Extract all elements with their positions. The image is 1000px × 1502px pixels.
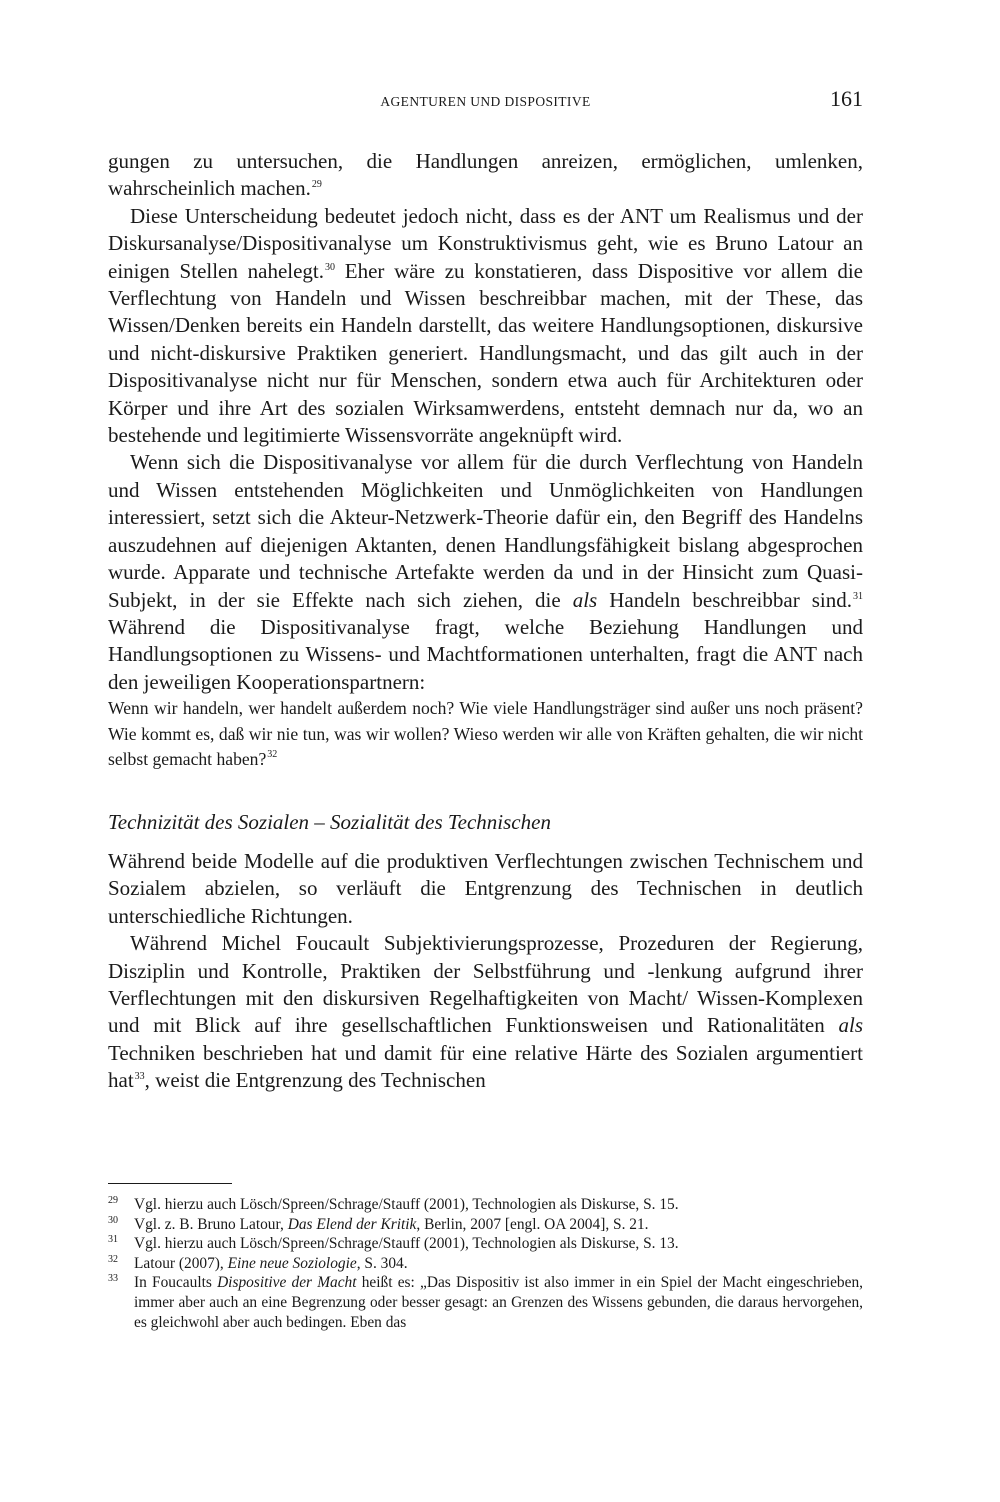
footnote-ref[interactable]: 32	[267, 749, 278, 761]
paragraph-4	[108, 848, 863, 930]
footnote	[108, 1234, 863, 1254]
running-head: AGENTUREN UND DISPOSITIVE	[380, 94, 591, 109]
paragraph-text: Während Michel Foucault Subjektivierungsprozesse, Prozeduren der Regierung, Disziplin und Kontrolle, Praktiken der Selbstführung und -lenkung aufgrund ihrer Verflechtungen mit den diskursiven Regelhaftigkeiten von Macht/ Wissen-Komplexen und mit Blick auf ihre gesellschaftlichen Funktionsweisen und Rationalitäten	[108, 931, 863, 1038]
paragraph-text: Wenn sich die Dispositivanalyse vor allem für die durch Verflechtung von Handeln und Wissen entstehenden Möglichkeiten und Unmöglichkeiten von Handlungen interessiert, setzt sich die Akteur-Netzwerk-Theorie dafür ein, den Begriff des Handelns auszudehnen auf diejenigen Aktanten, denen Handlungsfähigkeit bislang abgesprochen wurde. Apparate und technische Artefakte werden da und in der Hinsicht zum Quasi-Subjekt, in der sie Effekte nach sich ziehen, die	[108, 450, 863, 612]
footnote-italic: Dispositive der Macht	[217, 1274, 357, 1292]
footnote-ref[interactable]: 29	[311, 179, 322, 191]
paragraph-1	[108, 148, 863, 203]
paragraph-2	[108, 203, 863, 450]
paragraph-text: Eher wäre zu konstatieren, dass Dispositive vor allem die Verflechtung von Handeln und Wissen beschreibbar machen, mit der These, das Wissen/Denken bereits ein Handeln darstellt, das weitere Handlungsoptionen, diskursive und nicht-diskursive Praktiken generiert. Handlungsmacht, und das gilt auch in der Dispositivanalyse nicht nur für Menschen, sondern etwa auch für Architekturen oder Körper und ihre Art des sozialen Wirksamwerdens, entsteht demnach nur da, wo an bestehende und legitimierte Wissensvorräte angeknüpft wird.	[108, 258, 863, 448]
footnote	[108, 1195, 863, 1215]
paragraph-3	[108, 449, 863, 696]
paragraph-text: Während die Dispositivanalyse fragt, welche Beziehung Handlungen und Handlungsoptionen zu Wissens- und Machtformationen unterhalten, fragt die ANT nach den jeweiligen Kooperationspartnern:	[108, 614, 863, 694]
footnote-text: In Foucaults	[134, 1274, 218, 1292]
section-heading: Technizität des Sozialen – Sozialität des Technischen	[108, 809, 551, 834]
footnote-text: , Berlin, 2007 [engl. OA 2004], S. 21.	[416, 1215, 649, 1233]
paragraph-text: , weist die Entgrenzung des Technischen	[144, 1068, 486, 1093]
paragraph-text: Techniken beschrieben hat und damit für eine relative Härte des Sozialen argumentiert hat	[108, 1040, 863, 1093]
footnote-text: Vgl. hierzu auch Lösch/Spreen/Schrage/Stauff (2001), Technologien als Diskurse, S. 15.	[134, 1196, 679, 1213]
paragraph-text: gungen zu untersuchen, die Handlungen anreizen, ermöglichen, umlenken, wahrscheinlich machen.	[108, 149, 863, 201]
footnote-number: 33	[108, 1273, 118, 1285]
footnote-number: 30	[108, 1214, 118, 1226]
page-number: 161	[830, 86, 863, 111]
footnote-text: Vgl. z. B. Bruno Latour,	[134, 1215, 288, 1233]
footnote-italic: Das Elend der Kritik	[287, 1215, 417, 1233]
footnote-number: 29	[108, 1195, 118, 1206]
emphasis: als	[572, 587, 598, 612]
footnote	[108, 1254, 863, 1274]
paragraph-5	[108, 930, 863, 1094]
footnotes	[108, 1195, 863, 1332]
footnote-ref[interactable]: 30	[325, 261, 336, 273]
main-text	[108, 148, 863, 1095]
footnote-text: , S. 304.	[356, 1254, 408, 1272]
footnote-ref[interactable]: 31	[853, 590, 863, 602]
footnote-text: Latour (2007),	[134, 1254, 228, 1272]
footnote-text: Vgl. hierzu auch Lösch/Spreen/Schrage/Stauff (2001), Technologien als Diskurse, S. 13.	[134, 1235, 679, 1253]
paragraph-text: Handeln beschreibbar sind.	[597, 587, 852, 612]
paragraph-text: Diese Unterscheidung bedeutet jedoch nicht, dass es der ANT um Realismus und der Diskursanalyse/Dispositivanalyse um Konstruktivismus geht, wie es Bruno Latour an einigen Stellen nahelegt.	[108, 203, 863, 283]
footnote	[108, 1273, 863, 1332]
footnote-text: heißt es: „Das Dispositiv ist also immer in ein Spiel der Macht eingeschrieben, immer aber auch an eine Begrenzung oder besser gesagt: an Grenzen des Wissens gebunden, die daraus hervorgehen, es gleichwohl aber auch bedingen. Eben das	[134, 1274, 864, 1331]
footnote-number: 32	[108, 1253, 118, 1265]
page-header	[108, 86, 863, 120]
emphasis: als	[838, 1013, 863, 1038]
footnote-italic: Eine neue Soziologie	[227, 1254, 357, 1272]
paragraph-text: Während beide Modelle auf die produktiven Verflechtungen zwischen Technischem und Sozialem abzielen, so verläuft die Entgrenzung des Technischen in deutlich unterschiedliche Richtungen.	[108, 849, 863, 928]
footnote-number: 31	[108, 1234, 118, 1246]
footnote	[108, 1215, 863, 1235]
footnote-ref[interactable]: 33	[134, 1071, 145, 1083]
footnote-divider	[108, 1183, 232, 1184]
quote-text: Wenn wir handeln, wer handelt außerdem noch? Wie viele Handlungsträger sind außer uns noch präsent? Wie kommt es, daß wir nie tun, was wir wollen? Wieso werden wir alle von Kräften gehalten, die wir nicht selbst gemacht haben?	[108, 698, 863, 770]
block-quote	[108, 696, 863, 773]
